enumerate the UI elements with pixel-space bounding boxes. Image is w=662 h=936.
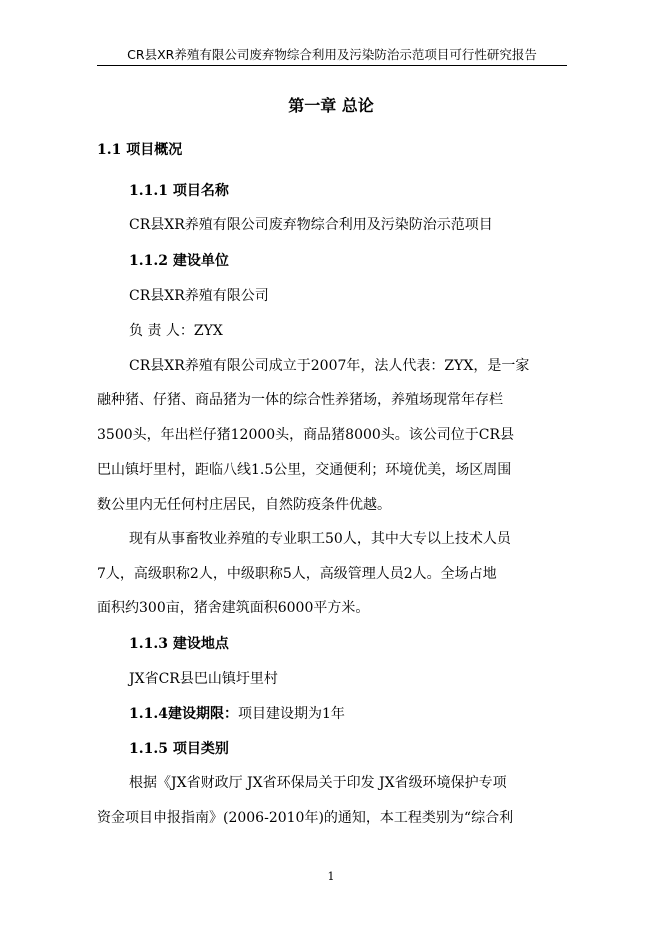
chapter-title: 第一章 总论 <box>288 96 374 115</box>
paragraph-line: 面积约300亩，猪舍建筑面积6000平方米。 <box>97 600 370 616</box>
construction-period-line <box>129 704 345 724</box>
unit-name-text: CR县XR养殖有限公司 <box>129 288 269 304</box>
section-heading-1-1-1: 1.1.1 项目名称 <box>129 183 229 199</box>
page-number: 1 <box>327 870 335 883</box>
paragraph-line: 数公里内无任何村庄居民，自然防疫条件优越。 <box>97 497 391 513</box>
section-heading-1-1: 1.1 项目概况 <box>97 142 183 158</box>
construction-period-text: 项目建设期为1年 <box>237 706 345 722</box>
section-heading-1-1-3: 1.1.3 建设地点 <box>129 636 229 652</box>
paragraph-line: 7人，高级职称2人，中级职称5人，高级管理人员2人。全场占地 <box>97 566 497 582</box>
section-heading-1-1-4: 1.1.4建设期限： <box>129 706 238 722</box>
paragraph-line: CR县XR养殖有限公司成立于2007年，法人代表：ZYX，是一家 <box>129 358 530 374</box>
responsible-person-text: 负 责 人：ZYX <box>129 323 223 339</box>
header-divider <box>97 65 567 66</box>
paragraph-line: 巴山镇圩里村，距临八线1.5公里，交通便利；环境优美，场区周围 <box>97 462 512 478</box>
section-heading-1-1-5: 1.1.5 项目类别 <box>129 741 229 757</box>
paragraph-line: 融种猪、仔猪、商品猪为一体的综合性养猪场，养殖场现常年存栏 <box>97 392 503 408</box>
paragraph-line: 3500头，年出栏仔猪12000头，商品猪8000头。该公司位于CR县 <box>97 427 515 443</box>
project-name-text: CR县XR养殖有限公司废弃物综合利用及污染防治示范项目 <box>129 217 493 233</box>
paragraph-line: 资金项目申报指南》(2006-2010年)的通知，本工程类别为“综合利 <box>97 810 514 826</box>
paragraph-line: 现有从事畜牧业养殖的专业职工50人，其中大专以上技术人员 <box>129 531 511 547</box>
location-text: JX省CR县巴山镇圩里村 <box>129 671 278 687</box>
section-heading-1-1-2: 1.1.2 建设单位 <box>129 253 229 269</box>
paragraph-line: 根据《JX省财政厅 JX省环保局关于印发 JX省级环境保护专项 <box>129 775 507 791</box>
page-header: CR县XR养殖有限公司废弃物综合利用及污染防治示范项目可行性研究报告 <box>127 47 537 62</box>
